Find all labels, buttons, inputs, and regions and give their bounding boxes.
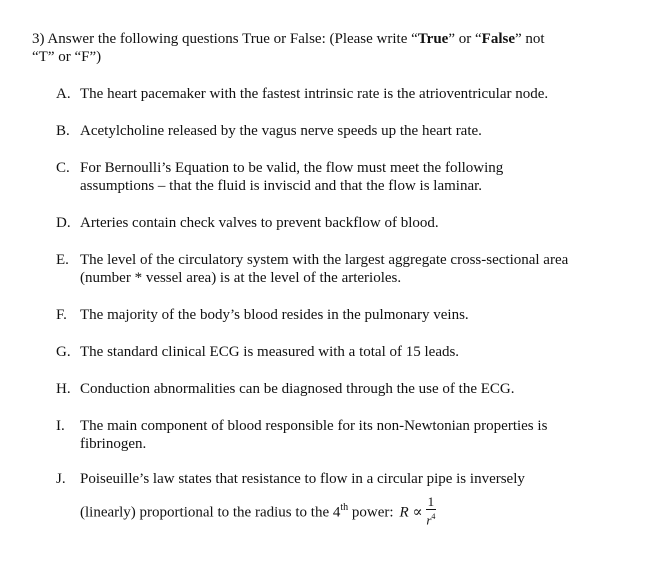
denominator-exponent: 4 [431,512,436,521]
statement-text [80,470,636,529]
statement-text [80,251,636,287]
statement-letter: D. [56,215,71,231]
statement-line: The standard clinical ECG is measured with a total of 15 leads. [80,344,460,360]
statement-letter: F. [56,307,67,323]
statement-letter: C. [56,160,70,176]
formula-lhs: R [399,504,409,521]
true-word: True [417,31,449,47]
statement-letter: G. [56,344,71,360]
statement-letter: J. [56,471,66,487]
statement-line: (number * vessel area) is at the level of the arterioles. [80,270,402,286]
statement-text [80,214,636,232]
statement-line: fibrinogen. [80,436,147,452]
statement-line: The majority of the body’s blood resides in the pulmonary veins. [80,307,469,323]
statement-line: The heart pacemaker with the fastest intrinsic rate is the atrioventricular node. [80,86,549,102]
fraction-numerator: 1 [427,494,435,509]
statement-letter: A. [56,86,71,102]
proportional-symbol: ∝ [412,504,423,521]
poiseuille-formula [399,494,437,529]
statement-line [80,494,636,529]
statement-line: Poiseuille’s law states that resistance to flow in a circular pipe is inversely [80,471,525,487]
statement-letter: H. [56,381,71,397]
question-line-2: “T” or “F”) [32,49,102,65]
superscript: th [340,501,349,513]
statement-text-part: power: [348,504,394,521]
formula-fraction [426,495,437,527]
statement-text [80,159,636,195]
false-word: False [481,31,515,47]
question-line-1 [32,30,617,48]
statement-line: The level of the circulatory system with the largest aggregate cross-sectional area [80,252,569,268]
statement-text [80,85,636,103]
statement-letter: E. [56,252,69,268]
fraction-denominator [426,510,437,527]
statement-text [80,122,636,140]
statement-line: For Bernoulli’s Equation to be valid, the flow must meet the following [80,160,504,176]
question-prompt [32,30,617,66]
statement-letter: I. [56,418,65,434]
statement-text [80,380,636,398]
statement-line: The main component of blood responsible for its non-Newtonian properties is [80,418,548,434]
question-text: ” or “ [448,31,482,47]
statement-line: assumptions – that the fluid is inviscid and that the flow is laminar. [80,178,483,194]
statement-line: Conduction abnormalities can be diagnosed through the use of the ECG. [80,381,515,397]
question-text: 3) Answer the following questions True or False: (Please write “ [32,31,418,47]
statement-text [80,343,636,361]
statement-letter: B. [56,123,70,139]
question-text: ” not [514,31,545,47]
statement-text [80,417,636,453]
denominator-base: r [426,512,432,528]
statement-text-part: (linearly) proportional to the radius to the 4 [80,504,341,521]
statement-line: Arteries contain check valves to prevent backflow of blood. [80,215,439,231]
statement-text [80,306,636,324]
statement-line: Acetylcholine released by the vagus nerve speeds up the heart rate. [80,123,482,139]
